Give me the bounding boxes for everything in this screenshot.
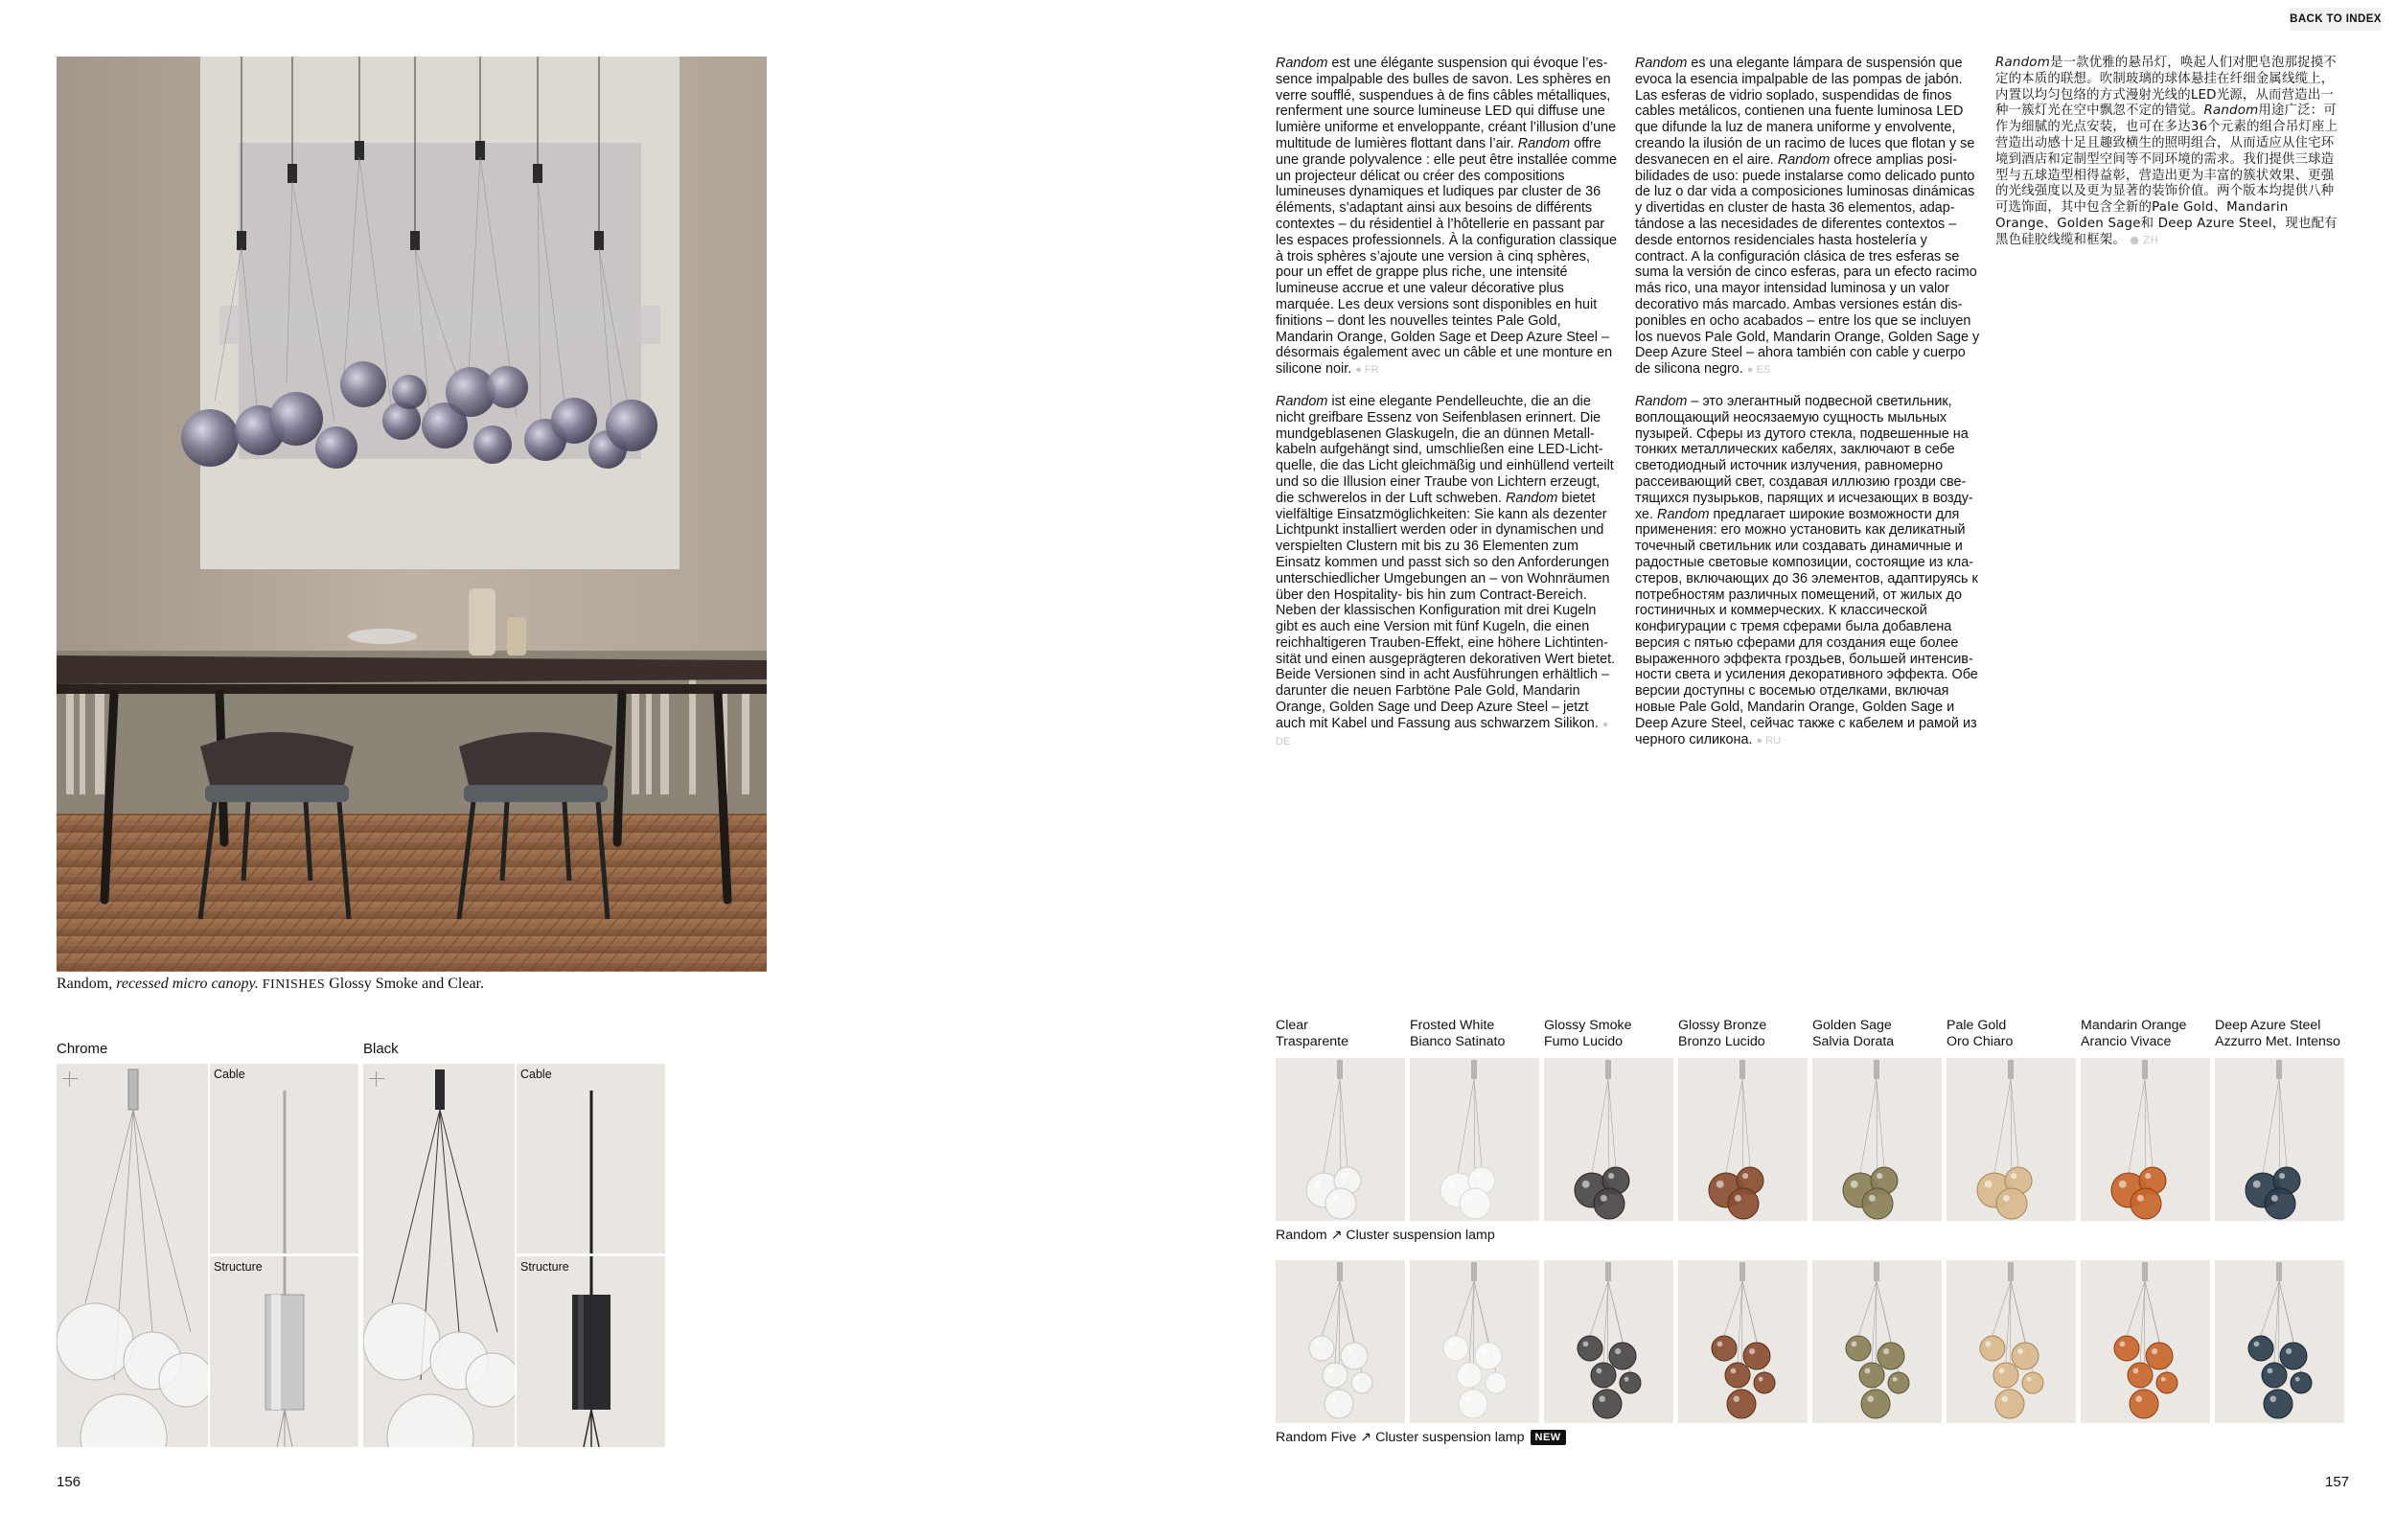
text-column-3 bbox=[1995, 56, 2346, 264]
black-lamp-illustration bbox=[363, 1064, 515, 1447]
hero-photo bbox=[57, 57, 767, 972]
finish-tile[interactable] bbox=[1276, 1260, 1405, 1423]
finish-tile[interactable] bbox=[1544, 1058, 1673, 1221]
photo-caption bbox=[57, 976, 484, 993]
text-column-2 bbox=[1635, 56, 1982, 764]
lang-tag-de: ● DE bbox=[1276, 718, 1609, 747]
caption-finishes-value: Glossy Smoke and Clear. bbox=[329, 976, 484, 992]
zoom-plus-icon[interactable] bbox=[62, 1071, 78, 1087]
finish-name-golden-sage: Golden Sage Salvia Dorata bbox=[1812, 1018, 1895, 1049]
caption-lead: Random, bbox=[57, 976, 117, 992]
chrome-cable-label: Cable bbox=[214, 1068, 245, 1081]
chrome-structure-panel bbox=[210, 1256, 358, 1447]
finish-tile[interactable] bbox=[1678, 1058, 1808, 1221]
black-cable-illustration bbox=[517, 1064, 665, 1253]
paragraph-zh: Random是一款优雅的悬吊灯，唤起人们对肥皂泡那捉摸不定的本质的联想。吹制玻璃的球体悬挂在纤细金属线缆上，内置以均匀包络的方式漫射光线的LED光源，从而营造出一种一簇灯光在空中飘忽不定的错觉。Random用途广泛：可作为细腻的光点安装，也可在多达36个元素的组合吊灯座上营造出动感十足且趣致横生的照明组合，从而适应从住宅环境到酒店和定制型空间等不同环境的需求。我们提供三球造型与五球造型相得益彰，营造出更为丰富的簇状效果、更强的光线强度以及更为显著的装饰价值。两个版本均提供八种可选饰面，其中包含全新的Pale Gold、Mandarin Orange、Golden Sage和 Deep Azure Steel，现也配有黑色硅胶线缆和框架。 ● ZH bbox=[1995, 56, 2338, 247]
black-cable-label: Cable bbox=[520, 1068, 552, 1081]
finish-name-frosted-white: Frosted White Bianco Satinato bbox=[1410, 1018, 1506, 1049]
paragraph-es: Random es una elegante lámpara de suspensión que evoca la esencia impalpable de las pompas de jabón. Las esferas de vidrio soplado, suspendidas de finos cables metálicos, contienen una fuente luminosa LED que difunde la luz de manera uniforme y envolvente, creando la ilusión de un racimo de luces que flotan y se desvanecen en el aire. Random ofrece amplias posibilidades de uso: puede instalarse como delicado punto de luz o dar vida a composiciones luminosas dinámicas y divertidas en cluster de hasta 36 elementos, adaptándose a las necesidades de diferentes contextos – desde entornos residenciales hasta hostelería y contract. A la configuración clásica de tres esferas se suma la versión de cinco esferas, para un efecto racimo más rico, una mayor intensidad luminosa y un valor decorativo más marcado. Ambas versiones están disponibles en ocho acabados – entre los que se incluyen los nuevos Pale Gold, Mandarin Orange, Golden Sage y Deep Azure Steel – ahora también con cable y cuerpo de silicona negro. ● ES bbox=[1635, 56, 1980, 378]
text-column-1 bbox=[1276, 56, 1621, 765]
chrome-cable-illustration bbox=[210, 1064, 358, 1253]
row-label-random: Random ↗ Cluster suspension lamp bbox=[1276, 1228, 1495, 1243]
finish-tile[interactable] bbox=[2215, 1260, 2344, 1423]
row-label-random-five: Random Five ↗ Cluster suspension lamp NEW bbox=[1276, 1430, 1566, 1445]
paragraph-fr: Random est une élégante suspension qui évoque l’essence impalpable des bulles de savon. Les sphères en verre soufflé, suspendues à de fins câbles métalliques, renferment une source lumineuse LED qui diffuse une lumière uniforme et enveloppante, créant l’illusion d’une multitude de lumières flottant dans l’air. Random offre une grande polyvalence : elle peut être installée comme un projecteur délicat ou créer des compositions lumineuses dynamiques et ludiques par cluster de 36 éléments, s’adaptant ainsi aux besoins de différents contextes – du résidentiel à l’hôtellerie en passant par les espaces professionnels. À la configuration classique à trois sphères s’ajoute une version à cinq sphères, pour un effet de grappe plus riche, une intensité lumineuse accrue et une valeur décorative plus marquée. Les deux versions sont disponibles en huit finitions – dont les nouvelles teintes Pale Gold, Mandarin Orange, Golden Sage et Deep Azure Steel – désormais également avec un câble et une monture en silicone noir. ● FR bbox=[1276, 56, 1617, 378]
finish-tile[interactable] bbox=[1410, 1260, 1539, 1423]
page-number-left: 156 bbox=[57, 1474, 81, 1490]
lang-tag-ru: ● RU bbox=[1756, 734, 1782, 747]
finish-name-deep-azure-steel: Deep Azure Steel Azzurro Met. Intenso bbox=[2215, 1018, 2340, 1049]
finish-tile[interactable] bbox=[1812, 1058, 1942, 1221]
finish-tile[interactable] bbox=[1410, 1058, 1539, 1221]
variant-label-chrome: Chrome bbox=[57, 1041, 108, 1057]
page-number-right: 157 bbox=[2325, 1474, 2350, 1490]
black-structure-panel bbox=[517, 1256, 665, 1447]
finish-tile[interactable] bbox=[1947, 1260, 2076, 1423]
new-badge: NEW bbox=[1531, 1430, 1566, 1445]
finish-tile[interactable] bbox=[1812, 1260, 1942, 1423]
finish-name-mandarin-orange: Mandarin Orange Arancio Vivace bbox=[2081, 1018, 2187, 1049]
finish-name-glossy-bronze: Glossy Bronze Bronzo Lucido bbox=[1678, 1018, 1767, 1049]
black-cable-panel bbox=[517, 1064, 665, 1253]
chrome-lamp-illustration bbox=[57, 1064, 208, 1447]
finish-name-glossy-smoke: Glossy Smoke Fumo Lucido bbox=[1544, 1018, 1632, 1049]
finish-tile[interactable] bbox=[1947, 1058, 2076, 1221]
caption-finishes-label: FINISHES bbox=[262, 977, 326, 992]
black-structure-illustration bbox=[517, 1256, 665, 1447]
finish-name-pale-gold: Pale Gold Oro Chiaro bbox=[1947, 1018, 2014, 1049]
finish-tile[interactable] bbox=[2215, 1058, 2344, 1221]
lang-tag-zh: ● ZH bbox=[2130, 233, 2159, 246]
black-structure-label: Structure bbox=[520, 1260, 569, 1274]
finish-tile[interactable] bbox=[1276, 1058, 1405, 1221]
paragraph-de: Random ist eine elegante Pendelleuchte, die an die nicht greifbare Essenz von Seifenblasen erinnert. Die mundgeblasenen Glaskugeln, die an dünnen Metallkabeln aufgehängt sind, umschließen eine LED-Lichtquelle, die das Licht gleichmäßig und einhüllend verteilt und so die Illusion einer Traube von Lichtern erzeugt, die schwerelos in der Luft schweben. Random bietet vielfältige Einsatzmöglichkeiten: Sie kann als dezenter Lichtpunkt installiert werden oder in dynamischen und verspielten Clustern mit bis zu 36 Elementen zum Einsatz kommen und passt sich so den Anforderungen unterschiedlicher Umgebungen an – von Wohnräumen über den Hospitality- bis hin zum Contract-Bereich. Neben der klassischen Konfiguration mit drei Kugeln gibt es auch eine Version mit fünf Kugeln, die einen reichhaltigeren Trauben-Effekt, eine höhere Lichtintensität und einen ausgeprägteren dekorativen Wert bietet. Beide Versionen sind in acht Ausführungen erhältlich – darunter die neuen Farbtöne Pale Gold, Mandarin Orange, Golden Sage und Deep Azure Steel – jetzt auch mit Kabel und Fassung aus schwarzem Silikon. ● DE bbox=[1276, 393, 1616, 747]
chrome-lamp-panel bbox=[57, 1064, 208, 1447]
lang-tag-es: ● ES bbox=[1746, 364, 1771, 377]
back-to-index-button[interactable]: BACK TO INDEX bbox=[2290, 8, 2382, 31]
paragraph-ru: Random – это элегантный подвесной светильник, воплощающий неосязаемую сущность мыльных пузырей. Сферы из дутого стекла, подвешенные на тонких металлических кабелях, заключают в себе светодиодный источник излучения, равномерно рассеивающий свет, создавая иллюзию грозди светящихся пузырьков, парящих и исчезающих в воздухе. Random предлагает широкие возможности для применения: его можно установить как деликатный точечный светильник или создавать динамичные и радостные световые композиции, состоящие из кластеров, включающих до 36 элементов, адаптируясь к потребностям различных помещений, от жилых до гостиничных и коммерческих. К классической конфигурации с тремя сферами была добавлена версия с пятью сферами для создания еще более выраженного эффекта гроздьев, большей интенсивности света и усиления декоративного эффекта. Обе версии доступны с восемью отделками, включая новые Pale Gold, Mandarin Orange, Golden Sage и Deep Azure Steel, сейчас также с кабелем и рамой из черного силикона. ● RU bbox=[1635, 393, 1978, 747]
chrome-structure-label: Structure bbox=[214, 1260, 263, 1274]
finish-tile[interactable] bbox=[1544, 1260, 1673, 1423]
finish-name-clear: Clear Trasparente bbox=[1276, 1018, 1348, 1049]
caption-italic: recessed micro canopy. bbox=[116, 976, 259, 992]
finish-tile[interactable] bbox=[1678, 1260, 1808, 1423]
chrome-cable-panel bbox=[210, 1064, 358, 1253]
zoom-plus-icon[interactable] bbox=[369, 1071, 384, 1087]
finish-tile[interactable] bbox=[2081, 1260, 2210, 1423]
finish-tile[interactable] bbox=[2081, 1058, 2210, 1221]
chrome-structure-illustration bbox=[210, 1256, 358, 1447]
black-lamp-panel bbox=[363, 1064, 515, 1447]
variant-label-black: Black bbox=[363, 1041, 399, 1057]
lang-tag-fr: ● FR bbox=[1355, 364, 1379, 377]
